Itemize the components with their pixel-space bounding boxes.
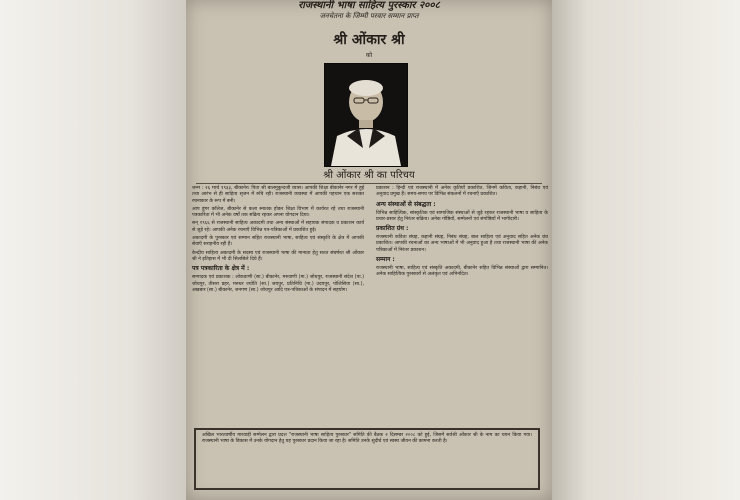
right-paragraph-4: राजस्थानी भाषा, साहित्य एवं संस्कृति अकादमी, बीकानेर सहित विभिन्न संस्थाओं द्वारा सम्मानित। अनेक साहित्यिक पुरस्कारों से अलंकृत एवं अभिनंदित।: [376, 266, 548, 278]
right-paragraph-1: प्रकाशन : हिन्दी एवं राजस्थानी में अनेक कृतियाँ प्रकाशित, जिनमें कविता, कहानी, निबंध एवं अनुवाद प्रमुख हैं। समय-समय पर विभिन्न संकलनों में रचनाएँ प्रकाशित।: [376, 186, 548, 198]
right-subhead-3: सम्मान :: [376, 256, 395, 264]
right-subhead-1: अन्य संस्थाओं से संबद्धता :: [376, 200, 436, 208]
portrait-photo: [324, 63, 408, 167]
divider: [196, 183, 542, 184]
background-right: [550, 0, 740, 500]
left-paragraph-2: आप डूंगर कॉलेज, बीकानेर से कला स्नातक होकर शिक्षा विभाग में कार्यरत रहे तथा राजस्थानी पत्रकारिता में भी अनेक वर्षों तक सक्रिय रहकर अपना योगदान दिया।: [192, 206, 364, 219]
right-paragraph-3: राजस्थानी कविता संग्रह, कहानी संग्रह, निबंध संग्रह, बाल साहित्य एवं अनुवाद सहित अनेक ग्रंथ प्रकाशित। आपकी रचनाओं का अन्य भाषाओं में भी अनुवाद हुआ है तथा राजस्थानी भाषा की अनेक पत्रिकाओं में निरंतर प्रकाशन।: [376, 235, 548, 253]
masthead: [186, 0, 552, 22]
page-title: श्री ओंकार श्री: [333, 32, 405, 48]
background-left: [0, 0, 186, 500]
left-paragraph-3: सन् १९६६ से राजस्थानी साहित्य अकादमी तथा अन्य संस्थाओं में सहायक संपादक व प्रकाशन कार्य से जुड़े रहे। आपकी अनेक रचनाएँ विभिन्न पत्र-पत्रिकाओं में प्रकाशित हुई।: [192, 221, 364, 233]
announcement-box: [194, 428, 540, 490]
section-title: श्री ओंकार श्री का परिचय: [323, 170, 415, 181]
masthead-line-1: राजस्थानी भाषा साहित्य पुरस्कार २००८: [298, 0, 440, 11]
left-list-paragraph: सम्पादक एवं प्रकाशक : लोकवाणी (सा.) बीकानेर, मरुवाणी (मा.) जोधपुर, राजस्थानी संदेश (पा.) जोधपुर, तीसरा प्रहर, मरुधर ज्योति (सा.) जयपुर, प्रतिनिधि (मा.) उदयपुर, पोलिसिया (सा.), अखबार (सा.) बीकानेर, जनगण (सा.) जोधपुर आदि पत्र-पत्रिकाओं के संपादन में सहयोग।: [192, 275, 364, 293]
masthead-line-2: जनचेतना के जिम्मी परवार सम्मान प्राप्त: [319, 12, 419, 20]
document-page: [186, 0, 552, 500]
left-paragraph-5: केन्द्रीय साहित्य अकादमी के सदस्य एवं राजस्थानी भाषा की मान्यता हेतु सतत संघर्षरत श्री ओंकार श्री ने इतिहास में भी दी सिलसिले दिये हैं।: [192, 250, 364, 262]
connector-text: को: [365, 52, 373, 59]
announcement-text: अखिल भारतवर्षीय मारवाड़ी सम्मेलन द्वारा प्रदत्त "राजस्थानी भाषा साहित्य पुरस्कार" समिति की बैठक २ दिसम्बर २००८ को हुई, जिसमें सर्वश्री ओंकार श्री के नाम का चयन किया गया। राजस्थानी भाषा के विकास में उनके योगदान हेतु यह पुरस्कार प्रदान किया जा रहा है। समिति उनके सुदीर्घ एवं स्वस्थ जीवन की कामना करती है।: [202, 433, 532, 445]
left-subhead: पत्र पत्रकारिता के क्षेत्र में :: [192, 265, 250, 273]
right-column: [376, 186, 548, 281]
left-paragraph-1: जन्म : २६ मार्च १९३३, बीकानेर। पिता श्री बालमुकुन्दजी व्यास। आपकी शिक्षा बीकानेर नगर में हुई तथा आरंभ से ही साहित्य सृजन में रुचि रही। राजस्थानी व्यवस्था में आपकी पहचान एक सशक्त रचनाकार के रूप में बनी।: [192, 186, 364, 204]
portrait-image: [325, 64, 407, 166]
right-subhead-2: प्रकाशित ग्रंथ :: [376, 225, 409, 233]
right-paragraph-2: विभिन्न साहित्यिक, सांस्कृतिक एवं सामाजिक संस्थाओं से जुड़े रहकर राजस्थानी भाषा व साहित्य के प्रचार-प्रसार हेतु निरंतर सक्रिय। अनेक गोष्ठियों, सम्मेलनों एवं संगोष्ठियों में भागीदारी।: [376, 210, 548, 222]
left-column: [192, 186, 364, 296]
left-paragraph-4: अकादमी के पुरस्कार एवं सम्मान सहित राजस्थानी भाषा, साहित्य एवं संस्कृति के क्षेत्र में आपकी सेवाएँ सराहनीय रही हैं।: [192, 236, 364, 248]
